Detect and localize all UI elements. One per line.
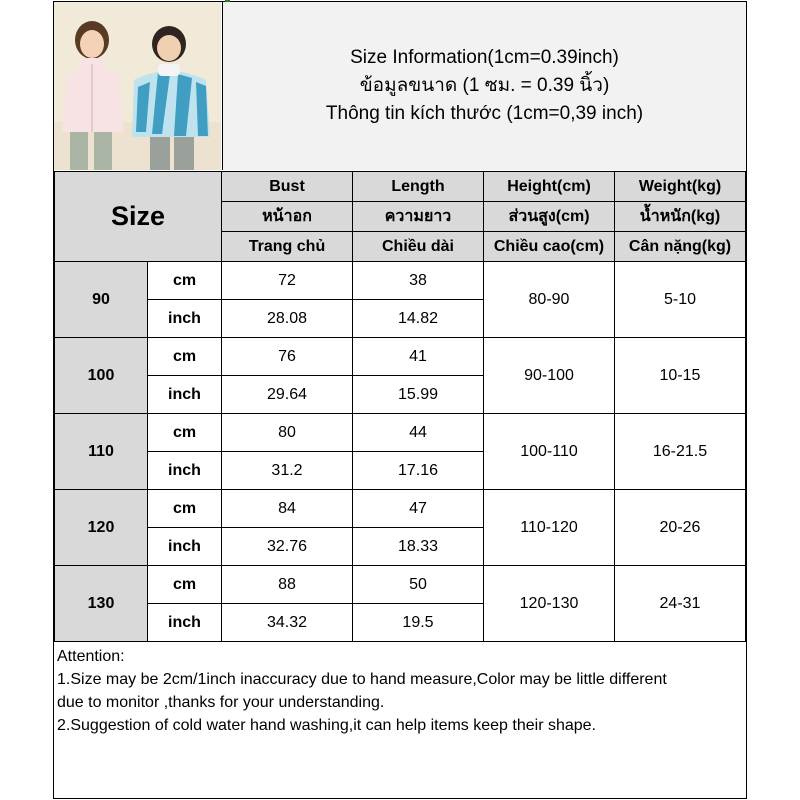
title-english: Size Information(1cm=0.39inch)	[350, 47, 619, 68]
size-label: 100	[55, 338, 148, 414]
unit-inch: inch	[148, 604, 222, 642]
size-info-title	[222, 2, 746, 170]
bust-inch: 29.64	[222, 376, 353, 414]
unit-inch: inch	[148, 300, 222, 338]
unit-cm: cm	[148, 566, 222, 604]
length-inch: 14.82	[353, 300, 484, 338]
weight-range: 20-26	[615, 490, 746, 566]
product-photo	[54, 2, 221, 170]
size-label: 90	[55, 262, 148, 338]
size-label: 130	[55, 566, 148, 642]
weight-range: 10-15	[615, 338, 746, 414]
bust-cm: 84	[222, 490, 353, 528]
length-inch: 17.16	[353, 452, 484, 490]
length-inch: 18.33	[353, 528, 484, 566]
height-header-vi: Chiều cao(cm)	[484, 232, 615, 262]
unit-inch: inch	[148, 452, 222, 490]
height-header-en: Height(cm)	[484, 172, 615, 202]
length-header-th: ความยาว	[353, 202, 484, 232]
bust-inch: 28.08	[222, 300, 353, 338]
bust-header-vi: Trang chủ	[222, 232, 353, 262]
weight-range: 24-31	[615, 566, 746, 642]
length-cm: 38	[353, 262, 484, 300]
bust-cm: 80	[222, 414, 353, 452]
bust-inch: 32.76	[222, 528, 353, 566]
bust-header-en: Bust	[222, 172, 353, 202]
note-line-3: 2.Suggestion of cold water hand washing,it can help items keep their shape.	[57, 717, 596, 734]
height-range: 90-100	[484, 338, 615, 414]
height-header-th: ส่วนสูง(cm)	[484, 202, 615, 232]
length-cm: 50	[353, 566, 484, 604]
bust-inch: 31.2	[222, 452, 353, 490]
weight-range: 5-10	[615, 262, 746, 338]
weight-header-vi: Cân nặng(kg)	[615, 232, 746, 262]
length-header-vi: Chiều dài	[353, 232, 484, 262]
attention-heading: Attention:	[57, 648, 125, 665]
note-line-1: 1.Size may be 2cm/1inch inaccuracy due to hand measure,Color may be little different	[57, 671, 667, 688]
height-range: 120-130	[484, 566, 615, 642]
weight-header-th: น้ำหนัก(kg)	[615, 202, 746, 232]
length-inch: 19.5	[353, 604, 484, 642]
title-thai: ข้อมูลขนาด (1 ซม. = 0.39 นิ้ว)	[359, 75, 610, 96]
height-range: 100-110	[484, 414, 615, 490]
unit-cm: cm	[148, 414, 222, 452]
unit-inch: inch	[148, 376, 222, 414]
length-cm: 41	[353, 338, 484, 376]
size-header: Size	[55, 172, 222, 262]
length-header-en: Length	[353, 172, 484, 202]
note-line-2: due to monitor ,thanks for your understanding.	[57, 694, 385, 711]
size-label: 110	[55, 414, 148, 490]
length-cm: 44	[353, 414, 484, 452]
unit-cm: cm	[148, 338, 222, 376]
bust-cm: 88	[222, 566, 353, 604]
bust-cm: 76	[222, 338, 353, 376]
bust-cm: 72	[222, 262, 353, 300]
length-inch: 15.99	[353, 376, 484, 414]
length-cm: 47	[353, 490, 484, 528]
kids-jackets-image	[54, 2, 221, 170]
unit-inch: inch	[148, 528, 222, 566]
bust-inch: 34.32	[222, 604, 353, 642]
title-vietnamese: Thông tin kích thước (1cm=0,39 inch)	[325, 103, 644, 124]
weight-header-en: Weight(kg)	[615, 172, 746, 202]
size-label: 120	[55, 490, 148, 566]
height-range: 110-120	[484, 490, 615, 566]
size-table	[54, 171, 746, 642]
attention-notes	[57, 645, 745, 737]
unit-cm: cm	[148, 262, 222, 300]
bust-header-th: หน้าอก	[222, 202, 353, 232]
height-range: 80-90	[484, 262, 615, 338]
unit-cm: cm	[148, 490, 222, 528]
weight-range: 16-21.5	[615, 414, 746, 490]
